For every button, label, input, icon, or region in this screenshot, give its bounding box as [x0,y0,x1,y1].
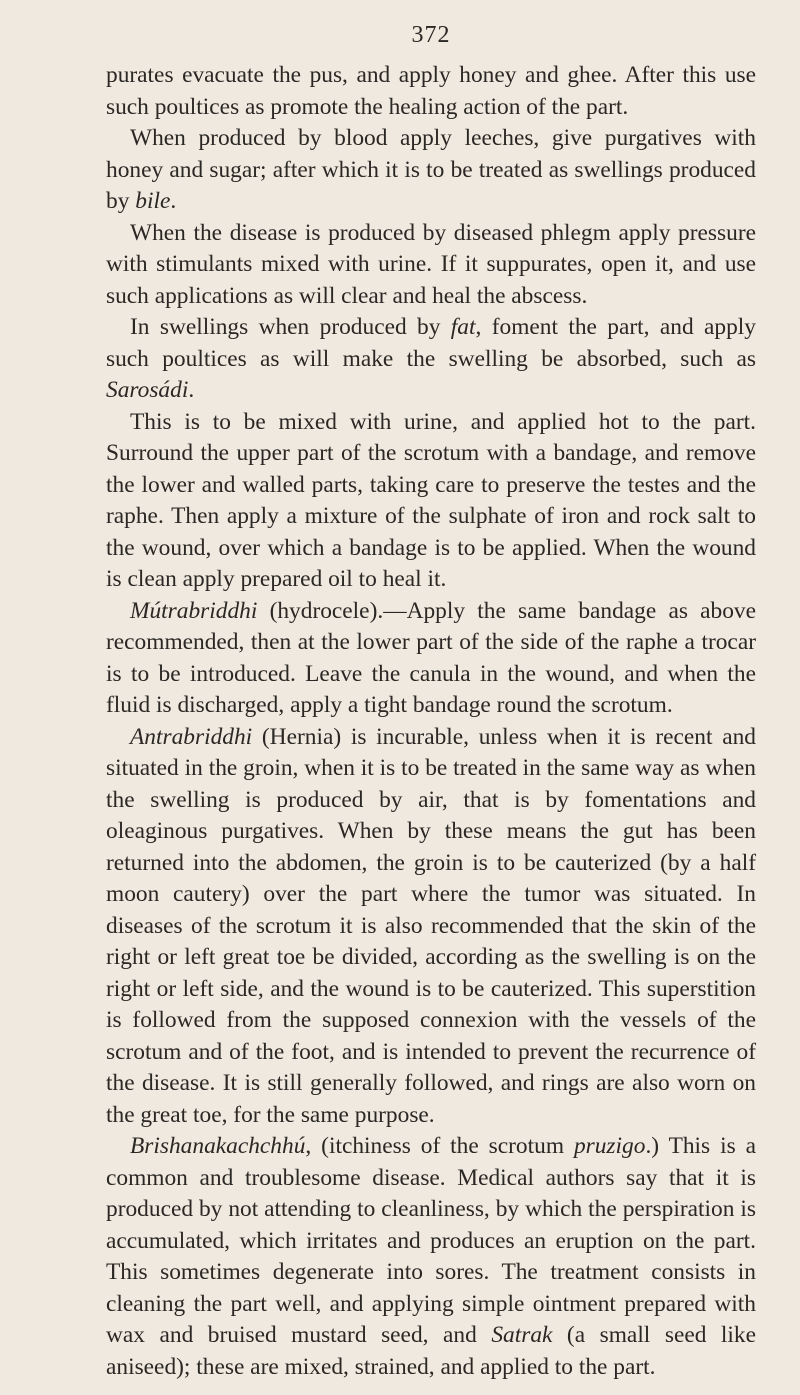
text-segment: This is to be mixed with urine, and applied hot to the part. Surround the upper part of the scrotum with a bandage, and remove the lower and walled parts, taking care to preserve the testes and the raphe. Then apply a mixture of the sulphate of iron and rock salt to the wound, over which a bandage is to be applied. When the wound is clean apply prepared oil to heal it. [106,408,756,592]
paragraph [106,1131,756,1383]
italic-term: pruzigo [573,1133,646,1159]
italic-term: bile [135,188,171,214]
italic-term: Brishanakachchhú [130,1133,306,1159]
text-segment: (hydrocele).—Apply the same bandage as above recommended, then at the lower part of the side of the raphe a trocar is to be introduced. Leave the canula in the wound, and when the fluid is discharged, apply a tight bandage round the scrotum. [106,597,756,718]
paragraph [106,312,756,407]
text-segment: . [170,188,177,214]
text-segment: When the disease is produced by diseased phlegm apply pressure with stimulants mixed with urine. If it suppurates, open it, and use such applications as will clear and heal the abscess. [106,219,756,309]
text-segment: .) This is a common and troublesome disease. Medical authors say that it is produced by not attending to cleanliness, by which the perspiration is accumulated, which irritates and produces an eruption on the part. This sometimes degenerate into sores. The treatment consists in cleaning the part well, and applying simple ointment prepared with wax and bruised mustard seed, and [106,1133,756,1348]
italic-term: Mútrabriddhi [130,597,258,624]
text-segment: purates evacuate the pus, and apply honey and ghee. After this use such poultices as promote the healing action of the part. [106,62,756,120]
italic-term: Satrak [491,1322,553,1348]
text-segment: , (itchiness of the scrotum [305,1133,574,1159]
paragraph [106,596,756,722]
text-segment: (a small seed like aniseed); these are mixed, strained, and applied to the part. [106,1322,757,1380]
paragraph [106,218,756,313]
body-text [106,60,756,1383]
text-segment: . [188,377,195,403]
text-segment: In swellings when produced by [130,314,451,340]
italic-term: fat [450,314,476,340]
text-segment: When produced by blood apply leeches, give purgatives with honey and sugar; after which it is to be treated as swellings produced by [106,125,756,214]
italic-term: Antrabriddhi [130,723,253,750]
italic-term: Sarosádi [106,377,189,403]
paragraph [106,722,756,1132]
paragraph [106,60,756,123]
text-segment: (Hernia) is incurable, unless when it is recent and situated in the groin, when it is to be treated in the same way as when the swelling is produced by air, that is by fomentations and oleaginous purgatives. When by these means the gut has been returned into the abdomen, the groin is to be cauterized (by a half moon cautery) over the part where the tumor was situated. In diseases of the scrotum it is also recommended that the skin of the right or left great toe be divided, according as the swelling is on the right or left side, and the wound is to be cauterized. This superstition is followed from the supposed connexion with the vessels of the scrotum and of the foot, and is intended to prevent the recurrence of the disease. It is still generally followed, and rings are also worn on the great toe, for the same purpose. [106,723,756,1128]
page-number: 372 [411,22,451,48]
text-segment: , foment the part, and apply such poultices as will make the swelling be absorbed, such as [106,314,756,372]
paragraph [106,407,756,596]
paragraph [106,123,756,218]
